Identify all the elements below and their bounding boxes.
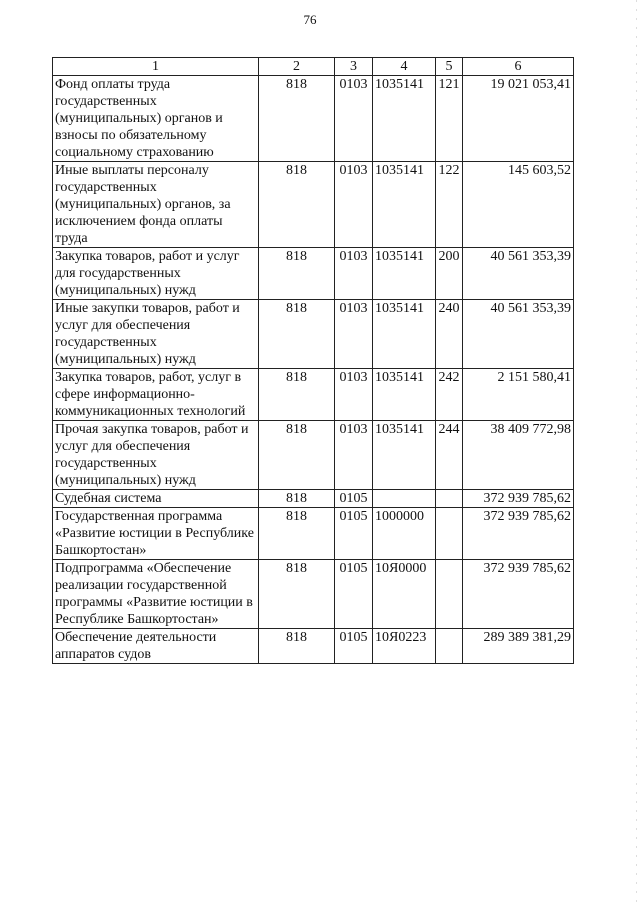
cell-expense-type <box>436 629 463 664</box>
cell-admin-code: 818 <box>259 490 335 508</box>
cell-section-code: 0103 <box>335 162 373 248</box>
cell-name: Прочая закупка товаров, работ и услуг для обеспечения государственных (муниципальных) нужд <box>53 421 259 490</box>
cell-admin-code: 818 <box>259 560 335 629</box>
cell-name: Государственная программа «Развитие юстиции в Республике Башкортостан» <box>53 508 259 560</box>
cell-expense-type <box>436 490 463 508</box>
cell-section-code: 0105 <box>335 508 373 560</box>
header-col-5: 5 <box>436 58 463 76</box>
cell-admin-code: 818 <box>259 300 335 369</box>
cell-target-code: 1035141 <box>373 248 436 300</box>
cell-name: Закупка товаров, работ, услуг в сфере информационно-коммуникационных технологий <box>53 369 259 421</box>
cell-section-code: 0103 <box>335 248 373 300</box>
cell-amount: 40 561 353,39 <box>463 300 574 369</box>
table-row <box>53 490 574 508</box>
table-row <box>53 76 574 162</box>
cell-admin-code: 818 <box>259 421 335 490</box>
table-row <box>53 162 574 248</box>
cell-expense-type: 242 <box>436 369 463 421</box>
header-col-6: 6 <box>463 58 574 76</box>
cell-target-code <box>373 490 436 508</box>
cell-expense-type: 121 <box>436 76 463 162</box>
budget-table <box>52 57 574 664</box>
cell-section-code: 0103 <box>335 300 373 369</box>
header-col-3: 3 <box>335 58 373 76</box>
cell-name: Иные закупки товаров, работ и услуг для обеспечения государственных (муниципальных) нужд <box>53 300 259 369</box>
cell-amount: 372 939 785,62 <box>463 508 574 560</box>
table-header <box>53 58 574 76</box>
cell-admin-code: 818 <box>259 508 335 560</box>
cell-section-code: 0103 <box>335 76 373 162</box>
header-col-2: 2 <box>259 58 335 76</box>
cell-amount: 40 561 353,39 <box>463 248 574 300</box>
header-col-1: 1 <box>53 58 259 76</box>
cell-expense-type: 200 <box>436 248 463 300</box>
cell-admin-code: 818 <box>259 369 335 421</box>
cell-expense-type: 244 <box>436 421 463 490</box>
table-row <box>53 300 574 369</box>
cell-target-code: 1035141 <box>373 300 436 369</box>
table-row <box>53 369 574 421</box>
cell-admin-code: 818 <box>259 162 335 248</box>
table-row <box>53 629 574 664</box>
page-number: 76 <box>303 12 317 27</box>
table-row <box>53 248 574 300</box>
cell-admin-code: 818 <box>259 629 335 664</box>
cell-expense-type <box>436 508 463 560</box>
cell-target-code: 10Я0000 <box>373 560 436 629</box>
cell-expense-type <box>436 560 463 629</box>
cell-amount: 372 939 785,62 <box>463 560 574 629</box>
cell-section-code: 0103 <box>335 421 373 490</box>
cell-target-code: 1000000 <box>373 508 436 560</box>
cell-admin-code: 818 <box>259 76 335 162</box>
table-body <box>53 76 574 664</box>
cell-target-code: 1035141 <box>373 162 436 248</box>
cell-amount: 145 603,52 <box>463 162 574 248</box>
table-row <box>53 421 574 490</box>
scan-edge <box>636 0 637 905</box>
cell-name: Судебная система <box>53 490 259 508</box>
cell-expense-type: 122 <box>436 162 463 248</box>
cell-amount: 19 021 053,41 <box>463 76 574 162</box>
table-row <box>53 508 574 560</box>
cell-section-code: 0105 <box>335 629 373 664</box>
cell-name: Иные выплаты персоналу государственных (муниципальных) органов, за исключением фонда оплаты труда <box>53 162 259 248</box>
cell-target-code: 10Я0223 <box>373 629 436 664</box>
cell-admin-code: 818 <box>259 248 335 300</box>
header-col-4: 4 <box>373 58 436 76</box>
table-row <box>53 560 574 629</box>
cell-amount: 372 939 785,62 <box>463 490 574 508</box>
cell-section-code: 0105 <box>335 490 373 508</box>
cell-target-code: 1035141 <box>373 369 436 421</box>
header-row <box>53 58 574 76</box>
cell-section-code: 0105 <box>335 560 373 629</box>
cell-amount: 38 409 772,98 <box>463 421 574 490</box>
cell-name: Закупка товаров, работ и услуг для государственных (муниципальных) нужд <box>53 248 259 300</box>
cell-target-code: 1035141 <box>373 76 436 162</box>
cell-target-code: 1035141 <box>373 421 436 490</box>
cell-amount: 289 389 381,29 <box>463 629 574 664</box>
cell-section-code: 0103 <box>335 369 373 421</box>
cell-expense-type: 240 <box>436 300 463 369</box>
cell-name: Подпрограмма «Обеспечение реализации государственной программы «Развитие юстиции в Республике Башкортостан» <box>53 560 259 629</box>
cell-name: Фонд оплаты труда государственных (муниципальных) органов и взносы по обязательному социальному страхованию <box>53 76 259 162</box>
cell-amount: 2 151 580,41 <box>463 369 574 421</box>
cell-name: Обеспечение деятельности аппаратов судов <box>53 629 259 664</box>
